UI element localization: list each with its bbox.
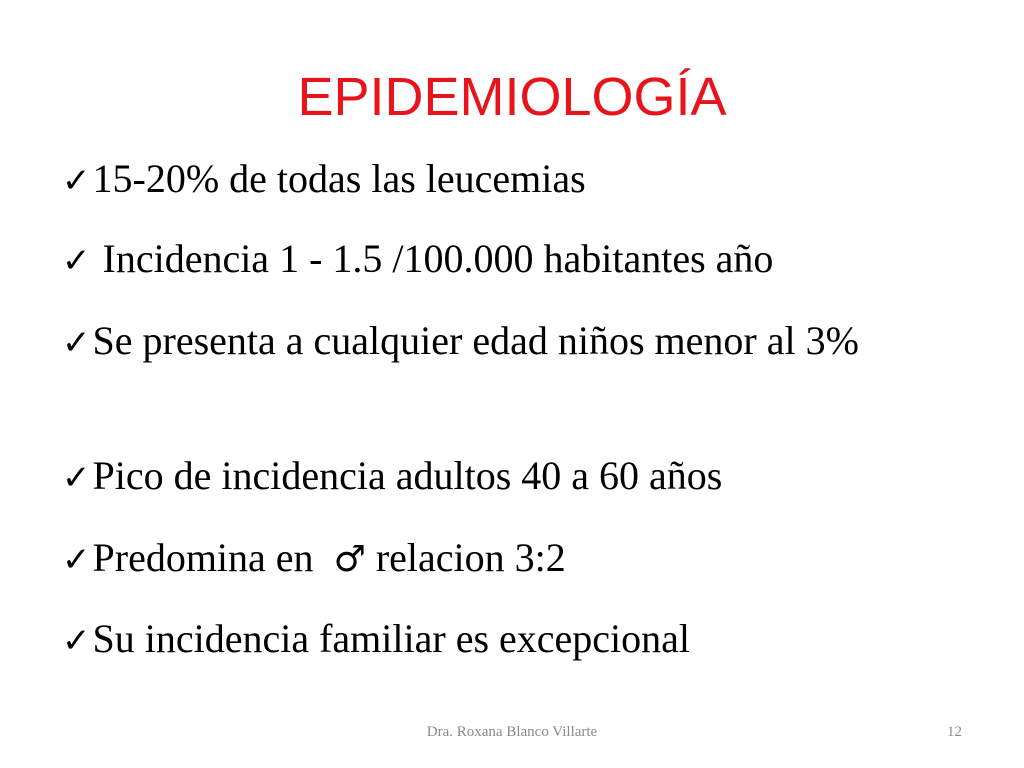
list-item	[62, 318, 882, 366]
checkmark-icon: ✓	[62, 323, 91, 363]
checkmark-icon: ✓	[62, 621, 91, 661]
list-item	[62, 236, 942, 284]
bullet-text: 15-20% de todas las leucemias	[92, 156, 586, 201]
male-symbol-icon: ♂	[333, 539, 366, 580]
slide-title: EPIDEMIOLOGÍA	[297, 67, 727, 127]
bullet-text-after: relacion 3:2	[365, 535, 566, 580]
footer-author: Dra. Roxana Blanco Villarte	[426, 724, 598, 740]
checkmark-icon: ✓	[62, 540, 91, 580]
bullet-text: Se presenta a cualquier edad niños menor al 3%	[92, 318, 859, 363]
page-number: 12	[947, 724, 962, 740]
bullet-text: Su incidencia familiar es excepcional	[92, 616, 691, 661]
bullet-text: Pico de incidencia adultos 40 a 60 años	[92, 453, 723, 498]
bullet-text-before: Predomina en	[92, 535, 334, 580]
bullet-text: Incidencia 1 - 1.5 /100.000 habitantes año	[92, 236, 774, 281]
list-item	[62, 535, 942, 583]
checkmark-icon: ✓	[62, 458, 91, 498]
list-item	[62, 453, 942, 501]
list-item	[62, 616, 942, 664]
checkmark-icon: ✓	[62, 161, 91, 201]
list-item	[62, 156, 942, 204]
checkmark-icon: ✓	[62, 241, 91, 281]
